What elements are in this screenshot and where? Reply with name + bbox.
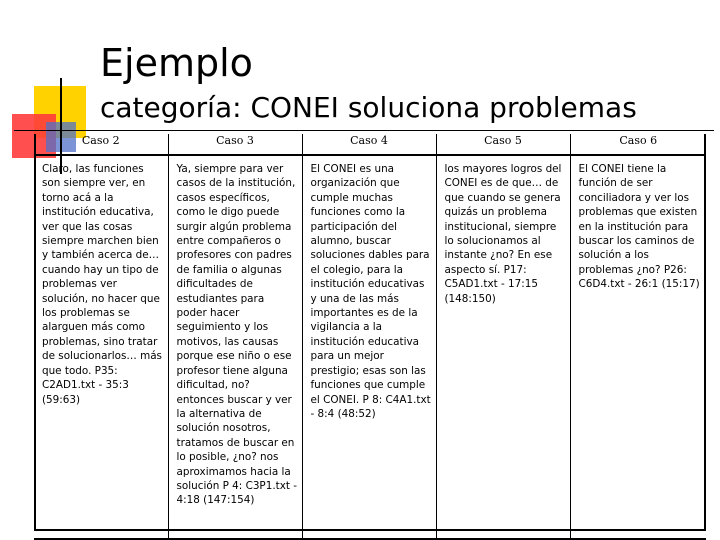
decor-horizontal-line: [14, 130, 714, 131]
table-cell: El CONEI tiene la función de ser conciliadora y ver los problemas que existen en la institución para buscar los caminos de solución a los problemas ¿no? P26: C6D4.txt - 26:1 (15:17): [570, 155, 706, 539]
column-header: Caso 5: [436, 134, 570, 155]
slide-subtitle: categoría: CONEI soluciona problemas: [100, 91, 637, 124]
table-cell: los mayores logros del CONEI es de que… de que cuando se genera quizás un problema institucional, siempre lo solucionamos al instante ¿no? En ese aspecto sí. P17: C5AD1.txt - 17:15 (148:150): [436, 155, 570, 539]
column-header: Caso 3: [168, 134, 302, 155]
column-header: Caso 6: [570, 134, 706, 155]
slide-title: Ejemplo: [100, 41, 253, 85]
cases-table: [34, 134, 706, 540]
table-cell: El CONEI es una organización que cumple muchas funciones como la participación del alumno, buscar soluciones dables para el colegio, para la institución educativas y una de las más importantes es de la vigilancia a la institución educativa para un mejor prestigio; esas son las funciones que cumple el CONEI. P 8: C4A1.txt - 8:4 (48:52): [302, 155, 436, 539]
table-cell: Ya, siempre para ver casos de la institución, casos específicos, como le digo puede surgir algún problema entre compañeros o profesores con padres de familia o algunas dificultades de estudiantes para poder hacer seguimiento y los motivos, las causas porque ese niño o ese profesor tiene alguna dificultad, no? entonces buscar y ver la alternativa de solución nosotros, tratamos de buscar en lo posible, ¿no? nos aproximamos hacia la solución P 4: C3P1.txt - 4:18 (147:154): [168, 155, 302, 539]
table-cell: Claro, las funciones son siempre ver, en torno acá a la institución educativa, ver que las cosas siempre marchen bien y también acerca de… cuando hay un tipo de problemas ver solución, no hacer que los problemas se alarguen más como problemas, sino tratar de solucionarlos… más que todo. P35: C2AD1.txt - 35:3 (59:63): [34, 155, 168, 539]
table-header-row: [34, 134, 706, 155]
column-header: Caso 4: [302, 134, 436, 155]
table-row: [34, 155, 706, 539]
column-header: Caso 2: [34, 134, 168, 155]
